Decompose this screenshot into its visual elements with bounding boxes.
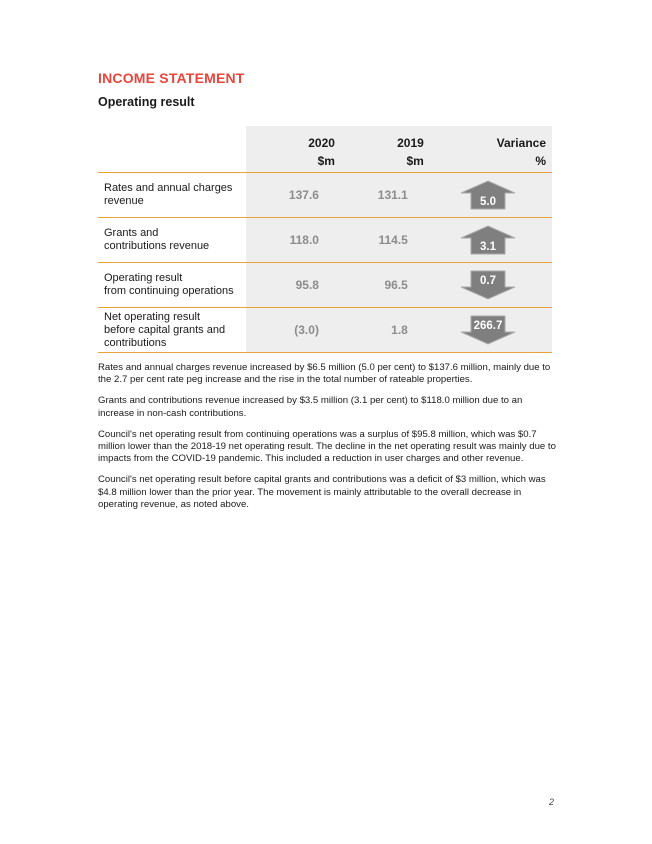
row-label (98, 263, 246, 308)
operating-result-table (98, 126, 552, 353)
table-header-years (98, 126, 552, 150)
row-label-line: Rates and annual charges (104, 182, 233, 194)
value-2020: 95.8 (246, 263, 335, 308)
unit-2019: $m (335, 150, 424, 173)
row-label-line: revenue (104, 195, 144, 207)
header-variance: Variance (424, 126, 552, 150)
paragraph: Rates and annual charges revenue increased by $6.5 million (5.0 per cent) to $137.6 million, mainly due to the 2.7 per cent rate peg increase and the rise in the total number of rateable properties. (98, 362, 551, 386)
value-2019: 96.5 (335, 263, 424, 308)
unit-variance: % (424, 150, 552, 173)
down-arrow-icon (460, 270, 516, 300)
header-2019: 2019 (335, 126, 424, 150)
header-2020: 2020 (246, 126, 335, 150)
up-arrow-icon (460, 225, 516, 255)
table-row (98, 173, 552, 218)
variance-cell (424, 173, 552, 218)
row-label (98, 218, 246, 263)
row-label-line: contributions revenue (104, 240, 210, 252)
up-arrow-icon (460, 180, 516, 210)
page-title: INCOME STATEMENT (98, 70, 245, 86)
section-title: Operating result (98, 95, 195, 109)
row-label (98, 173, 246, 218)
row-label-line: contributions (104, 336, 167, 349)
down-arrow-icon (460, 315, 516, 345)
header-unit-blank (98, 150, 246, 173)
table-row (98, 308, 552, 353)
variance-value: 5.0 (479, 196, 496, 208)
value-2019: 1.8 (335, 308, 424, 353)
paragraph: Grants and contributions revenue increased by $3.5 million (3.1 per cent) to $118.0 million due to an increase in non-cash contributions. (98, 395, 523, 419)
row-label-line: Grants and (104, 227, 159, 239)
row-label-line: Operating result (104, 272, 183, 284)
value-2020: 137.6 (246, 173, 335, 218)
value-2020: (3.0) (246, 308, 335, 353)
value-2019: 131.1 (335, 173, 424, 218)
table-row (98, 263, 552, 308)
commentary (98, 362, 558, 520)
page-number: 2 (548, 797, 554, 807)
value-2019: 114.5 (335, 218, 424, 263)
table-header-units (98, 150, 552, 173)
header-blank (98, 126, 246, 150)
paragraph: Council's net operating result from continuing operations was a surplus of $95.8 million, which was $0.7 million lower than the 2018-19 net operating result. The decline in the net operating result was mainly due to impacts from the COVID-19 pandemic. This included a reduction in user charges and other revenue. (98, 428, 556, 465)
row-label-line: before capital grants and (104, 323, 226, 336)
row-label (98, 308, 246, 353)
variance-cell (424, 308, 552, 353)
paragraph: Council's net operating result before capital grants and contributions was a deficit of $3 million, which was $4.8 million lower than the prior year. The movement is mainly attributable to the overall decrease in operating revenue, as noted above. (98, 474, 546, 510)
row-label-line: Net operating result (104, 310, 200, 323)
row-label-line: from continuing operations (104, 285, 234, 297)
unit-2020: $m (246, 150, 335, 173)
variance-value: 266.7 (473, 320, 503, 332)
table-row (98, 218, 552, 263)
variance-value: 3.1 (479, 241, 496, 253)
value-2020: 118.0 (246, 218, 335, 263)
variance-cell (424, 263, 552, 308)
variance-cell (424, 218, 552, 263)
variance-value: 0.7 (479, 275, 496, 287)
